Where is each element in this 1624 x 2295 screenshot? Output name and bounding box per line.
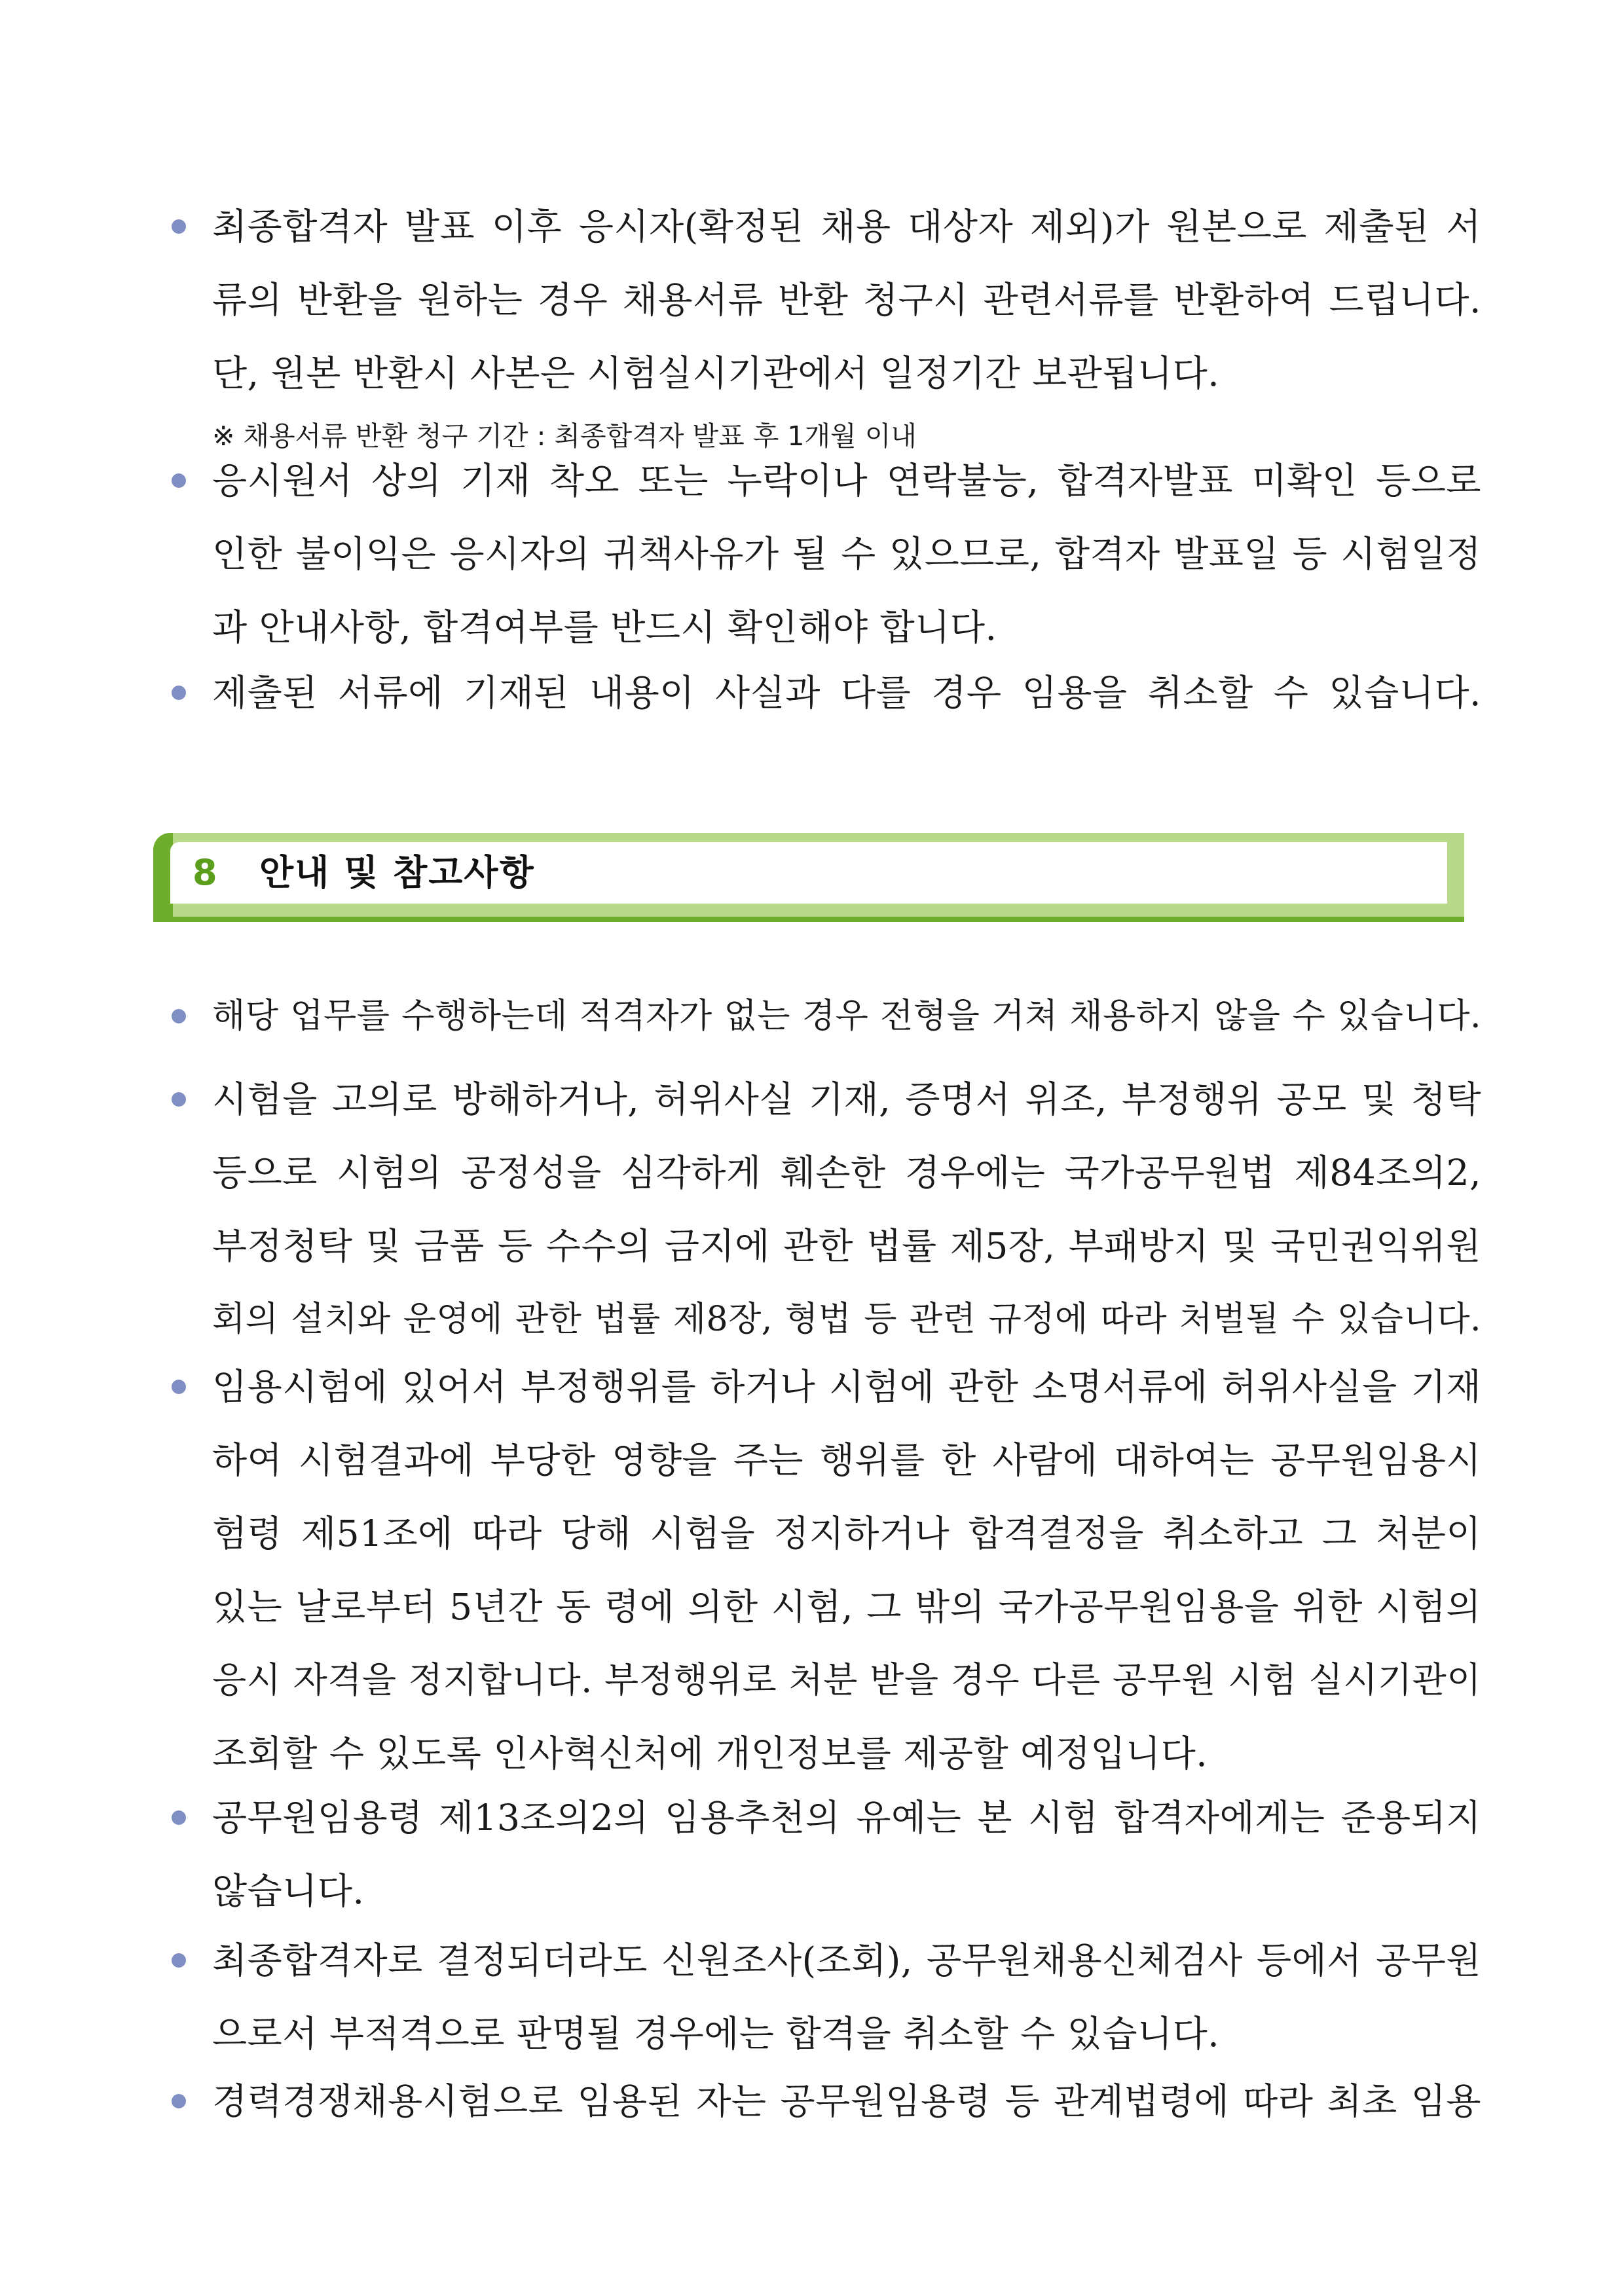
text-line: 류의 반환을 원하는 경우 채용서류 반환 청구시 관련서류를 반환하여 드립니다. <box>212 279 1481 321</box>
note-text: ※ 채용서류 반환 청구 기간 : 최종합격자 발표 후 1개월 이내 <box>212 420 917 452</box>
section-number: 8 <box>193 852 217 893</box>
text-line: 시험을 고의로 방해하거나, 허위사실 기재, 증명서 위조, 부정행위 공모 및 청탁 <box>212 1078 1481 1120</box>
bullet-icon <box>172 1810 186 1825</box>
section-title: 안내 및 참고사항 <box>259 852 535 893</box>
text-line: 제출된 서류에 기재된 내용이 사실과 다를 경우 임용을 취소할 수 있습니다. <box>212 672 1481 714</box>
bullet-icon <box>172 1953 186 1968</box>
bullet-icon <box>172 686 186 700</box>
text-line: 험령 제51조에 따라 당해 시험을 정지하거나 합격결정을 취소하고 그 처분이 <box>212 1513 1481 1554</box>
text-line: 회의 설치와 운영에 관한 법률 제8장, 형법 등 관련 규정에 따라 처벌될 수 있습니다. <box>212 1300 1481 1339</box>
paragraph <box>212 2065 1481 2138</box>
text-line: 단, 원본 반환시 사본은 시험실시기관에서 일정기간 보관됩니다. <box>212 352 1220 394</box>
paragraph <box>212 656 1481 729</box>
text-line: 응시원서 상의 기재 착오 또는 누락이나 연락불능, 합격자발표 미확인 등으로 <box>212 460 1481 502</box>
section-header-underline <box>153 917 1464 922</box>
bullet-icon <box>172 473 186 488</box>
bullet-icon <box>172 1009 186 1023</box>
text-line: 조회할 수 있도록 인사혁신처에 개인정보를 제공할 예정입니다. <box>212 1733 1208 1774</box>
text-line: 하여 시험결과에 부당한 영향을 주는 행위를 한 사람에 대하여는 공무원임용시 <box>212 1439 1481 1481</box>
text-line: 인한 불이익은 응시자의 귀책사유가 될 수 있으므로, 합격자 발표일 등 시험일정 <box>212 533 1481 575</box>
text-line: 있는 날로부터 5년간 동 령에 의한 시험, 그 밖의 국가공무원임용을 위한 시험의 <box>212 1586 1481 1628</box>
bullet-icon <box>172 219 186 234</box>
section-header <box>153 833 1464 922</box>
text-line: 않습니다. <box>212 1870 365 1912</box>
text-line: 공무원임용령 제13조의2의 임용추천의 유예는 본 시험 합격자에게는 준용되지 <box>212 1797 1481 1839</box>
paragraph <box>212 444 1481 664</box>
text-line: 응시 자격을 정지합니다. 부정행위로 처분 받을 경우 다른 공무원 시험 실시기관이 <box>212 1659 1481 1700</box>
paragraph <box>212 190 1481 462</box>
bullet-icon <box>172 2094 186 2108</box>
text-line: 경력경쟁채용시험으로 임용된 자는 공무원임용령 등 관계법령에 따라 최초 임용 <box>212 2080 1481 2122</box>
paragraph <box>212 1063 1481 1356</box>
bullet-icon <box>172 1380 186 1394</box>
paragraph <box>212 1350 1481 1790</box>
paragraph <box>212 1781 1481 1928</box>
paragraph <box>212 1924 1481 2070</box>
text-line: 등으로 시험의 공정성을 심각하게 훼손한 경우에는 국가공무원법 제84조의2, <box>212 1152 1481 1194</box>
paragraph <box>212 980 1481 1053</box>
text-line: 부정청탁 및 금품 등 수수의 금지에 관한 법률 제5장, 부패방지 및 국민권익위원 <box>212 1225 1481 1267</box>
text-line: 최종합격자로 결정되더라도 신원조사(조회), 공무원채용신체검사 등에서 공무원 <box>212 1939 1481 1981</box>
bullet-icon <box>172 1092 186 1107</box>
text-line: 최종합격자 발표 이후 응시자(확정된 채용 대상자 제외)가 원본으로 제출된 서 <box>212 206 1481 248</box>
text-line: 임용시험에 있어서 부정행위를 하거나 시험에 관한 소명서류에 허위사실을 기재 <box>212 1366 1481 1408</box>
text-line: 해당 업무를 수행하는데 적격자가 없는 경우 전형을 거쳐 채용하지 않을 수 있습니다. <box>212 997 1481 1036</box>
text-line: 으로서 부적격으로 판명될 경우에는 합격을 취소할 수 있습니다. <box>212 2013 1220 2055</box>
text-line: 과 안내사항, 합격여부를 반드시 확인해야 합니다. <box>212 606 997 648</box>
